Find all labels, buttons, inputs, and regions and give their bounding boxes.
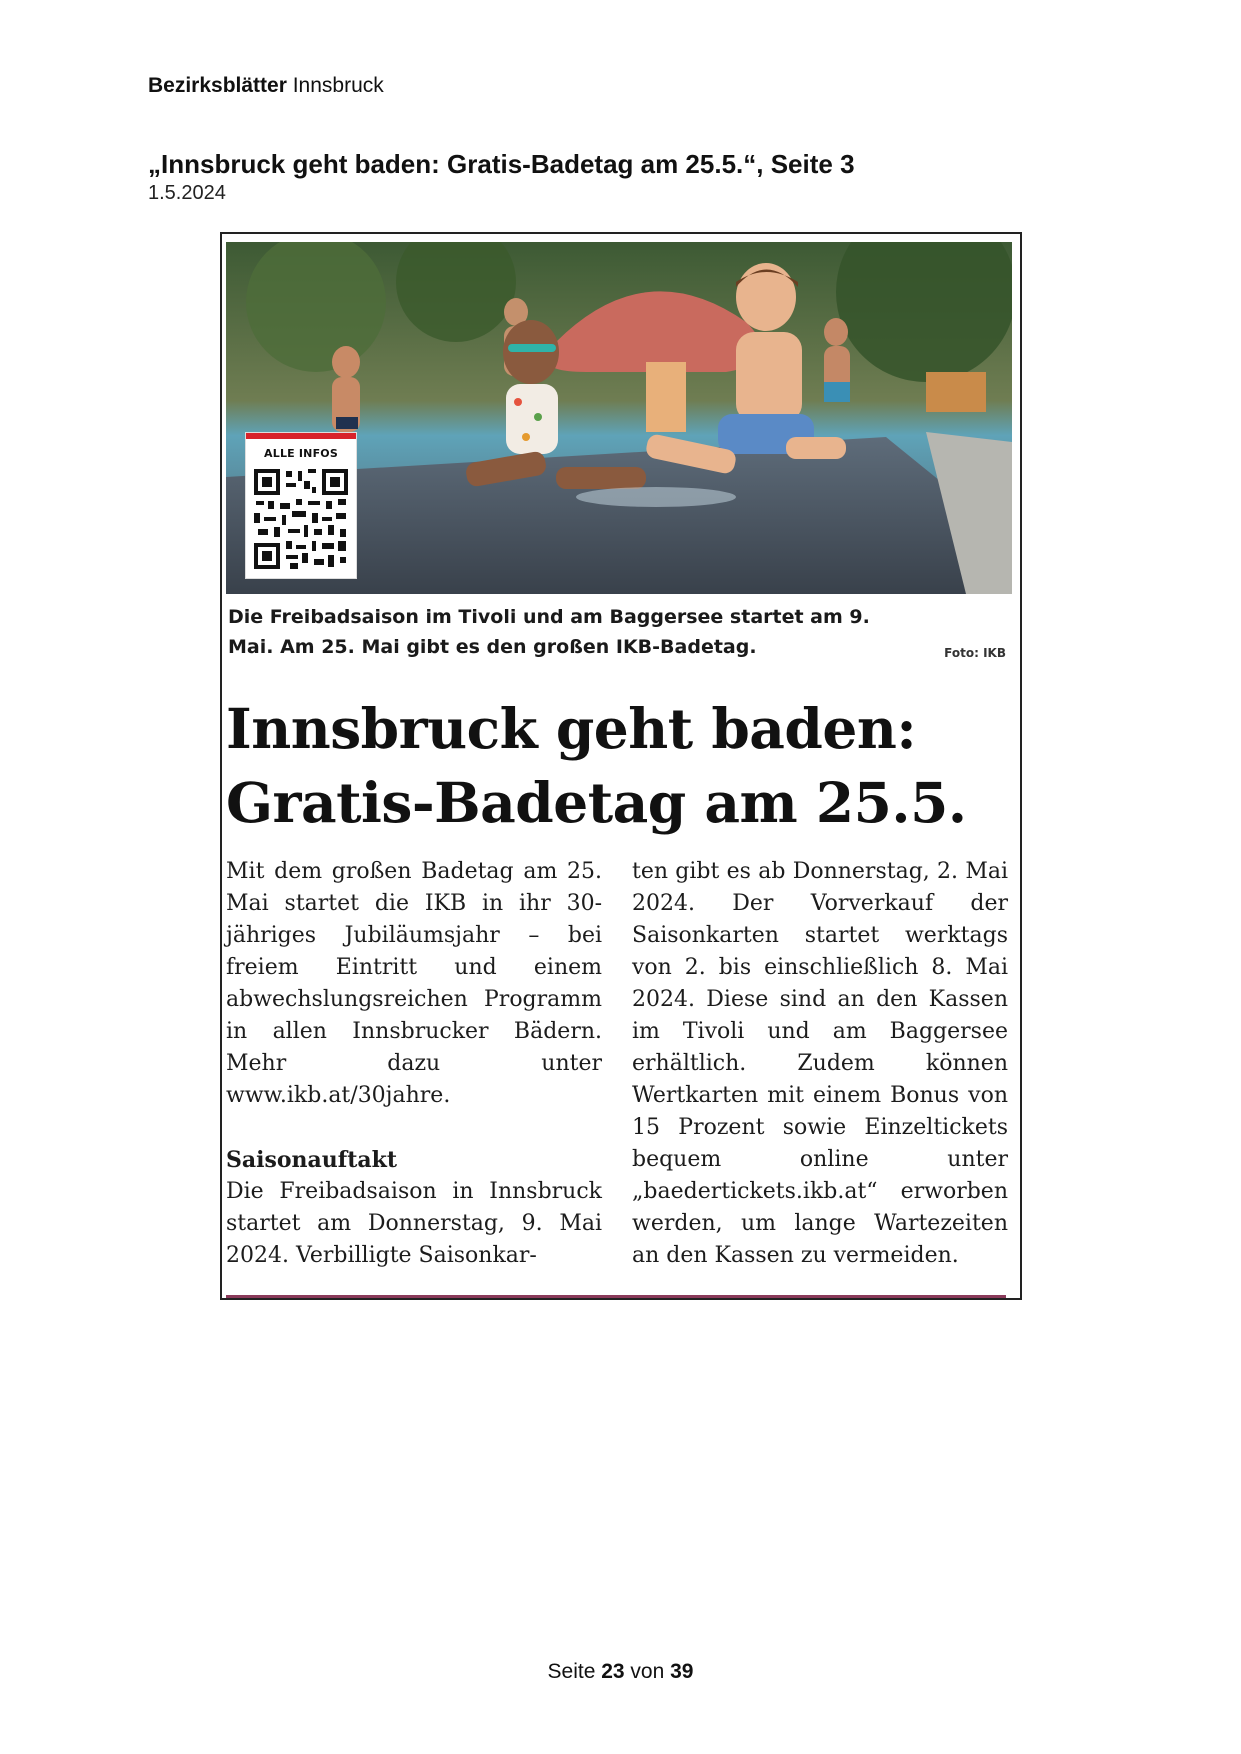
article-column-right	[632, 856, 1008, 1272]
qr-code-icon	[252, 467, 350, 571]
photo-credit: Foto: IKB	[944, 646, 1006, 660]
headline-line-2: Gratis-Badetag am 25.5.	[226, 770, 967, 835]
publication-name-bold: Bezirksblätter	[148, 74, 287, 97]
bottom-rule	[226, 1295, 1006, 1298]
page-footer	[0, 1660, 1241, 1684]
footer-middle: von	[624, 1660, 671, 1683]
article-subheading: Saisonauftakt	[226, 1147, 398, 1173]
headline-line-1: Innsbruck geht baden:	[226, 696, 917, 761]
qr-code-box[interactable]	[246, 433, 356, 578]
article-date: 1.5.2024	[148, 182, 226, 204]
article-paragraph-1: Mit dem großen Badetag am 25. Mai startet die IKB in ihr 30-jähriges Jubiläumsjahr – bei freiem Eintritt und einem abwechslungsreichen Programm in allen Innsbrucker Bädern. Mehr dazu unter www.ikb.at/30jahre.	[226, 859, 602, 1108]
photo-caption: Die Freibadsaison im Tivoli und am Baggersee startet am 9. Mai. Am 25. Mai gibt es den großen IKB-Badetag.	[228, 606, 870, 658]
article-headline	[226, 692, 1016, 840]
qr-code-label: ALLE INFOS	[264, 447, 338, 460]
article-title: „Innsbruck geht baden: Gratis-Badetag am 25.5.“, Seite 3	[148, 149, 855, 179]
article-column-left	[226, 856, 602, 1272]
publication-name-region: Innsbruck	[286, 74, 384, 97]
article-paragraph-2: Die Freibadsaison in Innsbruck startet am Donnerstag, 9. Mai 2024. Verbilligte Saisonkar-	[226, 1179, 602, 1268]
newspaper-clipping	[220, 232, 1022, 1300]
publication-name	[148, 74, 384, 98]
article-paragraph-3: ten gibt es ab Donnerstag, 2. Mai 2024. Der Vorverkauf der Saisonkarten startet werktags von 2. bis einschließlich 8. Mai 2024. Diese sind an den Kassen im Tivoli und am Baggersee erhältlich. Zudem können Wertkarten mit einem Bonus von 15 Prozent sowie Einzeltickets bequem online unter „baedertickets.ikb.at“ erworben werden, um lange Wartezeiten an den Kassen zu vermeiden.	[632, 859, 1008, 1268]
footer-prefix: Seite	[547, 1660, 602, 1683]
current-page-number: 23	[601, 1660, 625, 1683]
article-photo	[226, 242, 1012, 594]
total-page-count: 39	[670, 1660, 694, 1683]
